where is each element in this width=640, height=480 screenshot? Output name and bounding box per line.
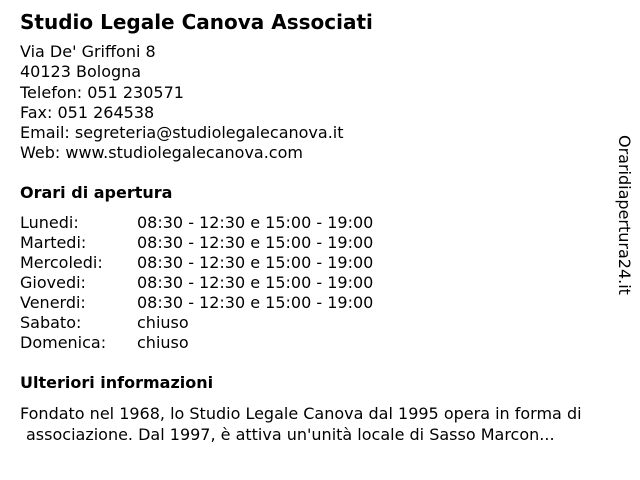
day-hours: 08:30 - 12:30 e 15:00 - 19:00 (137, 213, 374, 232)
day-label: Domenica: (20, 333, 107, 352)
day-hours: 08:30 - 12:30 e 15:00 - 19:00 (137, 273, 374, 292)
more-info-line: Fondato nel 1968, lo Studio Legale Canova dal 1995 opera in forma di (20, 404, 582, 423)
opening-hours-table (20, 213, 373, 353)
postal-city: 40123 Bologna (20, 62, 142, 82)
hours-row-monday (20, 213, 373, 233)
day-hours: 08:30 - 12:30 e 15:00 - 19:00 (137, 293, 374, 312)
website-line: Web: www.studiolegalecanova.com (20, 143, 303, 163)
more-info-heading: Ulteriori informazioni (20, 373, 214, 392)
day-hours: 08:30 - 12:30 e 15:00 - 19:00 (137, 253, 374, 272)
hours-row-friday (20, 293, 373, 313)
day-hours: chiuso (137, 333, 189, 352)
day-label: Lunedi: (20, 213, 79, 232)
day-hours: 08:30 - 12:30 e 15:00 - 19:00 (137, 233, 374, 252)
contact-details (20, 42, 344, 164)
more-info-line: associazione. Dal 1997, è attiva un'unità locale di Sasso Marcon... (26, 425, 555, 444)
hours-row-sunday (20, 333, 373, 353)
day-label: Sabato: (20, 313, 82, 332)
day-label: Venerdi: (20, 293, 86, 312)
day-label: Martedi: (20, 233, 87, 252)
hours-row-saturday (20, 313, 373, 333)
day-hours: chiuso (137, 313, 189, 332)
business-name: Studio Legale Canova Associati (20, 10, 373, 34)
phone-line: Telefon: 051 230571 (20, 82, 184, 102)
site-watermark: Oraridiapertura24.it (615, 135, 634, 295)
day-label: Giovedi: (20, 273, 86, 292)
hours-row-thursday (20, 273, 373, 293)
fax-line: Fax: 051 264538 (20, 102, 155, 122)
hours-row-tuesday (20, 233, 373, 253)
hours-row-wednesday (20, 253, 373, 273)
more-info-text (20, 403, 632, 445)
street-address: Via De' Griffoni 8 (20, 42, 156, 61)
email-line: Email: segreteria@studiolegalecanova.it (20, 123, 344, 143)
opening-hours-heading: Orari di apertura (20, 183, 173, 202)
day-label: Mercoledi: (20, 253, 103, 272)
